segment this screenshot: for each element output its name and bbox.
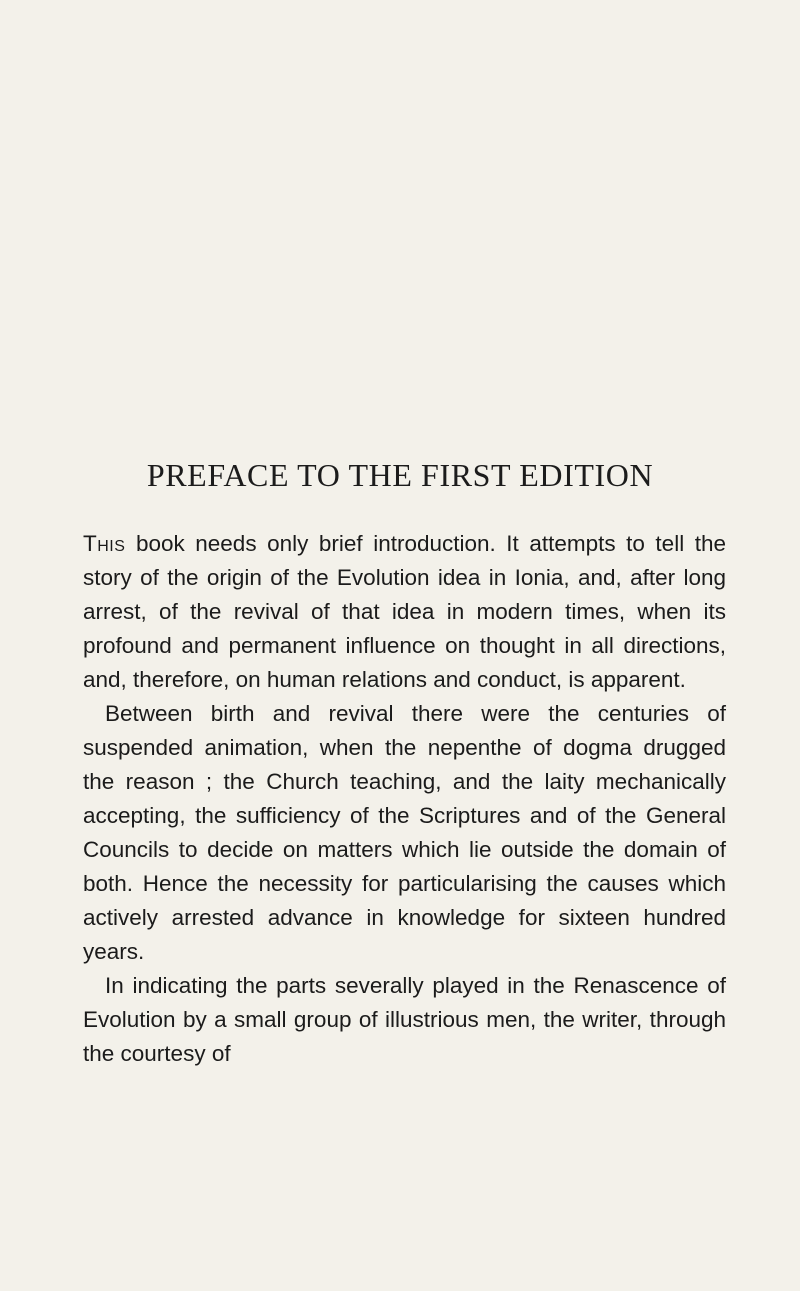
paragraph-lead: This (83, 531, 126, 556)
paragraph-3 (83, 969, 726, 1071)
paragraph-2 (83, 697, 726, 969)
paragraph-text: In indicating the parts severally played in the Renascence of Evolution by a small group of illustrious men, the writer, through the courtesy of (83, 973, 726, 1066)
paragraph-text: Between birth and revival there were the centuries of suspended animation, when the nepenthe of dogma drugged the reason ; the Church teaching, and the laity mechanically accepting, the sufficiency of the Scriptures and of the General Councils to decide on matters which lie outside the domain of both. Hence the necessity for particularising the causes which actively arrested advance in knowledge for sixteen hundred years. (83, 701, 726, 964)
paragraph-1 (83, 527, 726, 697)
page-title: PREFACE TO THE FIRST EDITION (146, 457, 654, 493)
preface-body (83, 527, 726, 1071)
paragraph-text: book needs only brief introduction. It attempts to tell the story of the origin of the Evolution idea in Ionia, and, after long arrest, of the revival of that idea in modern times, when its profound and permanent influence on thought in all directions, and, therefore, on human relations and conduct, is apparent. (83, 531, 726, 692)
